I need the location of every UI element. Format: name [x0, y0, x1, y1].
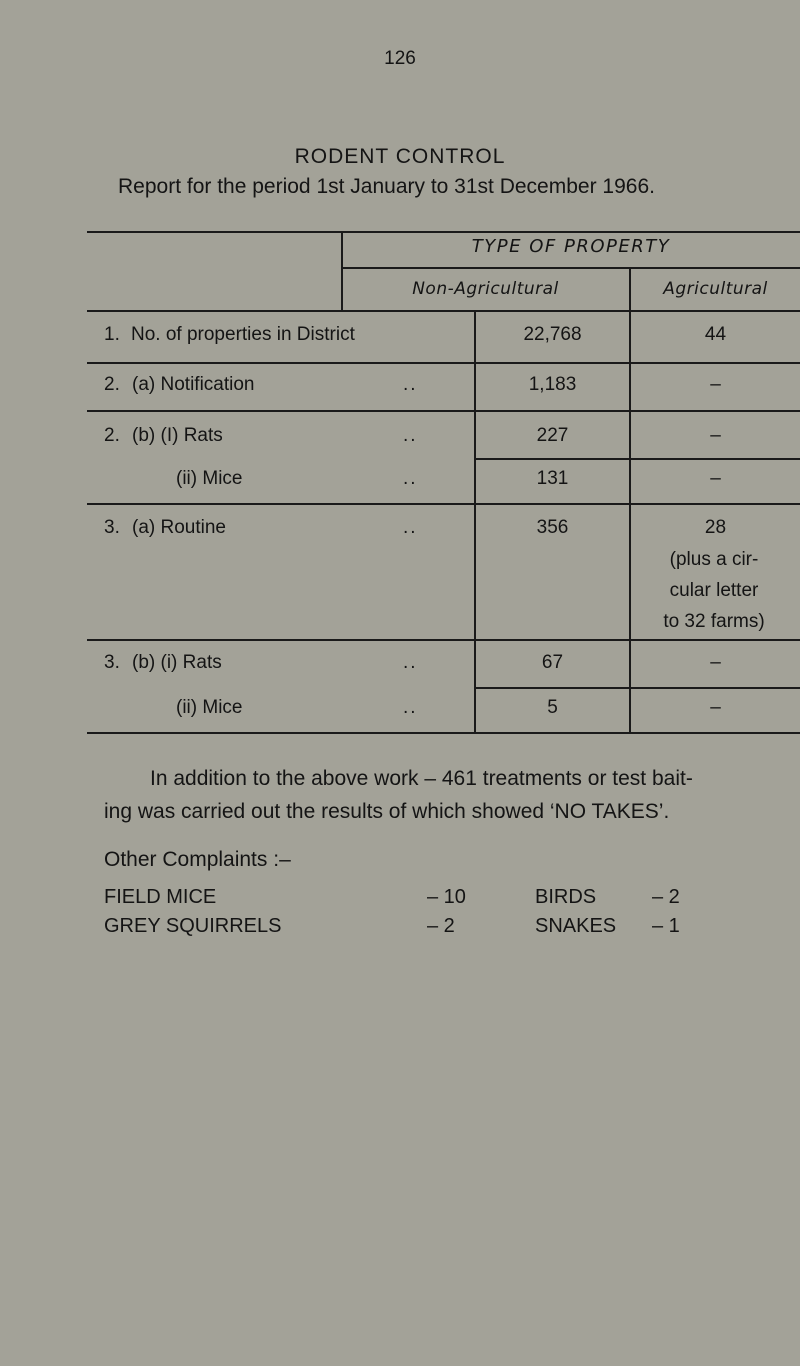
paragraph-line: In addition to the above work – 461 treatments or test bait-	[150, 767, 693, 790]
row-rule	[87, 410, 800, 412]
report-period: Report for the period 1st January to 31st December 1966.	[118, 175, 655, 198]
header-sub-rule	[342, 267, 800, 269]
non-agri-value: 22,768	[523, 324, 582, 345]
complaint-count: – 10	[427, 886, 466, 908]
non-agri-value: 5	[547, 697, 558, 718]
type-of-property-header: TYPE OF PROPERTY	[471, 236, 671, 257]
complaint-count: – 2	[427, 915, 455, 937]
non-agri-value: 356	[536, 517, 569, 538]
leader-dots: ..	[403, 697, 418, 718]
row-label: (ii) Mice	[176, 468, 243, 489]
row-number: 3.	[104, 517, 120, 538]
agri-value: –	[710, 425, 721, 446]
row-rule	[87, 503, 800, 505]
non-agri-value: 1,183	[528, 374, 577, 395]
leader-dots: ..	[403, 374, 418, 395]
row-label: (b) (i) Rats	[132, 652, 222, 673]
complaint-count: – 2	[652, 886, 680, 908]
row-label: (a) Routine	[132, 517, 226, 538]
row-label: (ii) Mice	[176, 697, 243, 718]
row-rule	[87, 362, 800, 364]
non-agri-value: 227	[536, 425, 569, 446]
routine-agri-note	[644, 544, 784, 637]
leader-dots: ..	[403, 425, 418, 446]
row-number: 1.	[104, 324, 120, 345]
leader-dots: ..	[403, 652, 418, 673]
agri-value: –	[710, 697, 721, 718]
non-agri-value: 131	[536, 468, 569, 489]
note-line: (plus a cir-	[669, 549, 759, 570]
row-rule	[475, 458, 800, 460]
agricultural-header: Agricultural	[663, 279, 768, 299]
page-title: RODENT CONTROL	[294, 145, 506, 168]
header-bottom-rule	[87, 310, 800, 312]
agri-value: –	[710, 374, 721, 395]
complaint-name: BIRDS	[535, 886, 597, 908]
table-bottom-rule	[87, 732, 800, 734]
row-label: No. of properties in District	[131, 324, 355, 345]
complaint-name: GREY SQUIRRELS	[104, 915, 282, 937]
complaint-name: FIELD MICE	[104, 886, 217, 908]
row-label: (a) Notification	[132, 374, 255, 395]
agri-value: 28	[704, 517, 727, 538]
leader-dots: ..	[403, 468, 418, 489]
page-number: 126	[384, 48, 416, 69]
agri-value: –	[710, 652, 721, 673]
row-label: (b) (I) Rats	[132, 425, 223, 446]
note-line: cular letter	[669, 580, 759, 601]
agri-value: 44	[704, 324, 727, 345]
complaint-name: SNAKES	[535, 915, 617, 937]
paragraph-line: ing was carried out the results of which showed ‘NO TAKES’.	[104, 800, 670, 823]
note-line: to 32 farms)	[663, 611, 765, 632]
leader-dots: ..	[403, 517, 418, 538]
complaint-count: – 1	[652, 915, 680, 937]
row-number: 2.	[104, 425, 120, 446]
complaints-heading: Other Complaints :–	[104, 848, 291, 871]
non-agri-value: 67	[541, 652, 564, 673]
table-top-rule	[87, 231, 800, 233]
non-agricultural-header: Non-Agricultural	[412, 279, 559, 299]
row-number: 3.	[104, 652, 120, 673]
row-number: 2.	[104, 374, 120, 395]
agri-value: –	[710, 468, 721, 489]
row-rule	[475, 687, 800, 689]
row-rule	[87, 639, 800, 641]
